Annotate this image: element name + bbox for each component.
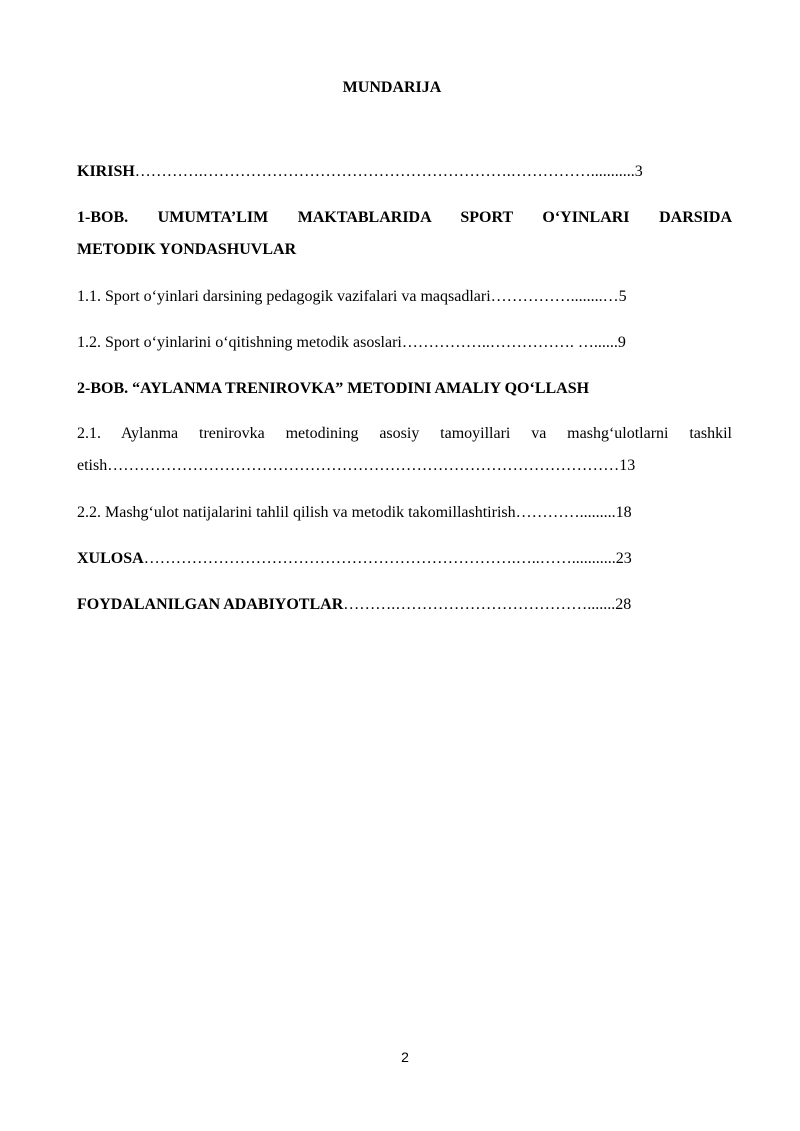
- toc-entry-2-2-page: 18: [615, 504, 632, 521]
- toc-entry-2-1-leader: ……………………………………………………………………………………: [107, 457, 620, 474]
- toc-entry-2-1[interactable]: [77, 424, 732, 484]
- toc-entry-adabiyotlar-page: 28: [615, 596, 632, 613]
- toc-entry-xulosa[interactable]: [77, 549, 732, 569]
- toc-entry-2-2[interactable]: [77, 503, 732, 523]
- toc-entry-xulosa-label: XULOSA: [77, 550, 144, 567]
- toc-chapter-2-line1: 2-BOB. “AYLANMA TRENIROVKA” METODINI AMALIY QO‘LLASH: [77, 380, 590, 397]
- toc-entry-1-1-leader: ……………........…: [490, 288, 619, 305]
- toc-entry-xulosa-page: 23: [615, 550, 632, 567]
- toc-entry-1-2-label: 1.2. Sport o‘yinlarini o‘qitishning metodik asoslari: [77, 334, 402, 351]
- toc-entry-xulosa-leader: …………………………………………………………….…..……...........: [143, 550, 616, 567]
- toc-entry-adabiyotlar-leader: ……….……………………………….......: [343, 596, 616, 613]
- toc-entry-2-1-label: etish: [77, 457, 108, 474]
- toc-entry-kirish[interactable]: [77, 162, 732, 182]
- toc-entry-adabiyotlar-label: FOYDALANILGAN ADABIYOTLAR: [77, 596, 344, 613]
- toc-entry-1-1[interactable]: [77, 287, 732, 307]
- toc-entry-1-1-label: 1.1. Sport o‘yinlari darsining pedagogik vazifalari va maqsadlari: [77, 288, 491, 305]
- toc-entry-kirish-page: 3: [634, 163, 643, 180]
- page-number: 2: [401, 1049, 409, 1065]
- toc-entry-2-1-line2: [77, 456, 732, 476]
- toc-chapter-1-line1: 1-BOB. UMUMTA’LIM MAKTABLARIDA SPORT O‘YINLARI DARSIDA: [77, 209, 732, 226]
- toc-entry-1-2-leader: ……………..……………. …......: [401, 334, 618, 351]
- toc-entry-2-2-leader: ………….........: [515, 504, 616, 521]
- toc-title: MUNDARIJA: [342, 79, 442, 96]
- toc-chapter-1-heading[interactable]: [77, 208, 732, 260]
- toc-entry-2-1-line1: 2.1. Aylanma trenirovka metodining asosiy tamoyillari va mashg‘ulotlarni tashkil: [77, 425, 732, 442]
- toc-entry-1-2-page: 9: [617, 334, 626, 351]
- toc-entry-kirish-leader: ………….………………………………………………….……………...........: [134, 163, 635, 180]
- toc-entry-1-1-page: 5: [618, 288, 627, 305]
- toc-entry-adabiyotlar[interactable]: [77, 595, 732, 615]
- toc-entry-kirish-label: KIRISH: [77, 163, 135, 180]
- toc-entry-1-2[interactable]: [77, 333, 732, 353]
- toc-entry-2-1-page: 13: [619, 457, 636, 474]
- toc-chapter-1-line2: METODIK YONDASHUVLAR: [77, 241, 297, 258]
- toc-entry-2-2-label: 2.2. Mashg‘ulot natijalarini tahlil qilish va metodik takomillashtirish: [77, 504, 516, 521]
- toc-chapter-2-heading[interactable]: [77, 379, 732, 399]
